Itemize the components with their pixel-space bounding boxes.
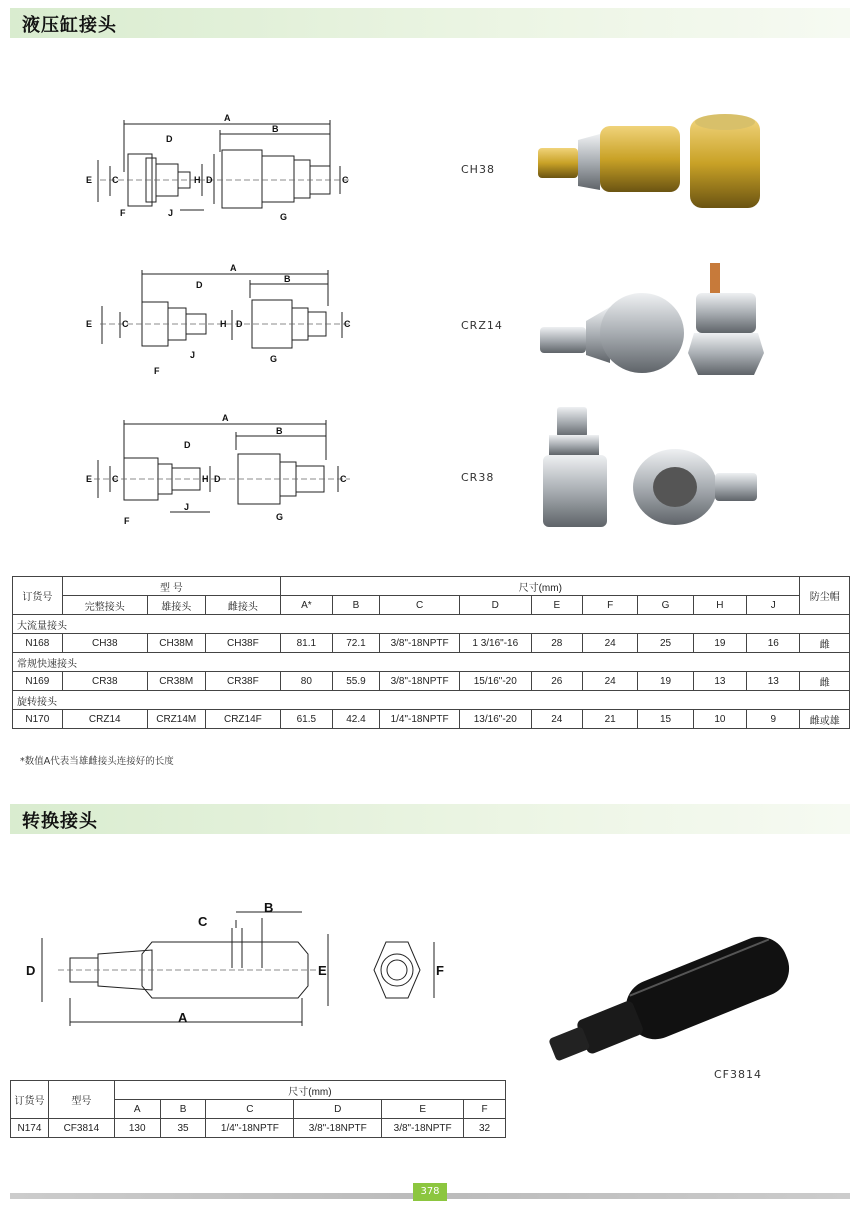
cell: 24 — [531, 710, 582, 729]
cell: 9 — [747, 710, 800, 729]
col-f: F — [583, 596, 638, 615]
dim-label-g: G — [280, 212, 288, 222]
header-model: 型 号 — [62, 577, 280, 596]
cell: 72.1 — [332, 634, 380, 653]
cell: 雌 — [800, 672, 850, 691]
cell: 81.1 — [281, 634, 333, 653]
cell: CF3814 — [48, 1119, 114, 1138]
technical-drawing-crz14 — [80, 262, 370, 377]
dim-label-a: A — [224, 113, 231, 123]
dim-label-c: C — [198, 914, 208, 929]
section-header-band — [10, 804, 850, 834]
dim-label-a: A — [222, 413, 229, 423]
cell: 55.9 — [332, 672, 380, 691]
table-row — [11, 1119, 506, 1138]
cell: 雌或雄 — [800, 710, 850, 729]
dim-label-g: G — [270, 354, 278, 364]
cell: 1/4"-18NPTF — [380, 710, 460, 729]
group-title: 大流量接头 — [13, 615, 850, 634]
cell: N174 — [11, 1119, 49, 1138]
group-title: 旋转接头 — [13, 691, 850, 710]
product-photo-ch38 — [530, 108, 780, 218]
cell: 42.4 — [332, 710, 380, 729]
product-photo-cr38 — [535, 403, 770, 528]
cell: 13 — [747, 672, 800, 691]
cell: CRZ14M — [147, 710, 205, 729]
model-label-ch38: CH38 — [461, 163, 495, 176]
col-h: H — [693, 596, 746, 615]
cell: CR38M — [147, 672, 205, 691]
product-photo-cf3814 — [535, 935, 795, 1070]
cell: N169 — [13, 672, 63, 691]
cell: 15 — [638, 710, 693, 729]
dim-label-h: H — [220, 319, 227, 329]
header-model: 型号 — [48, 1081, 114, 1119]
header-size: 尺寸(mm) — [281, 577, 800, 596]
dim-label-c2: C — [340, 474, 347, 484]
page-number: 378 — [413, 1183, 447, 1201]
cell: CRZ14F — [205, 710, 280, 729]
model-label-crz14: CRZ14 — [461, 319, 503, 332]
dim-label-b: B — [264, 900, 274, 915]
cell: 3/8"-18NPTF — [380, 672, 460, 691]
cell: CH38 — [62, 634, 147, 653]
cell: 19 — [638, 672, 693, 691]
dim-label-c: C — [112, 175, 119, 185]
dim-label-d: D — [26, 963, 36, 978]
dim-label-d: D — [166, 134, 173, 144]
spec-table-2 — [10, 1080, 506, 1138]
spec-table-1 — [12, 576, 850, 729]
dim-label-c: C — [122, 319, 129, 329]
dim-label-d2: D — [214, 474, 221, 484]
dim-label-b: B — [276, 426, 283, 436]
cell: 3/8"-18NPTF — [380, 634, 460, 653]
dim-label-h: H — [202, 474, 209, 484]
dim-label-f: F — [120, 208, 126, 218]
header-dust-cap: 防尘帽 — [800, 577, 850, 615]
dim-label-d: D — [184, 440, 191, 450]
dim-label-d: D — [196, 280, 203, 290]
cell: 19 — [693, 634, 746, 653]
col-e: E — [382, 1100, 464, 1119]
col-c: C — [380, 596, 460, 615]
cell: N170 — [13, 710, 63, 729]
cell: CH38M — [147, 634, 205, 653]
cell: 24 — [583, 672, 638, 691]
cell: 28 — [531, 634, 582, 653]
table-row — [13, 634, 850, 653]
dim-label-e: E — [86, 474, 93, 484]
header-order: 订货号 — [13, 577, 63, 615]
model-label-cf3814: CF3814 — [714, 1068, 763, 1081]
dim-label-f: F — [154, 366, 160, 376]
cell: CR38F — [205, 672, 280, 691]
model-label-cr38: CR38 — [461, 471, 495, 484]
dim-label-d2: D — [206, 175, 213, 185]
dim-label-e: E — [318, 963, 327, 978]
col-j: J — [747, 596, 800, 615]
dim-label-b: B — [272, 124, 279, 134]
header-order: 订货号 — [11, 1081, 49, 1119]
technical-drawing-cr38 — [80, 412, 370, 527]
col-d: D — [294, 1100, 382, 1119]
cell: 21 — [583, 710, 638, 729]
cell: 25 — [638, 634, 693, 653]
cell: 3/8"-18NPTF — [294, 1119, 382, 1138]
header-female: 雌接头 — [205, 596, 280, 615]
col-b: B — [332, 596, 380, 615]
dim-label-a: A — [230, 263, 237, 273]
cell: 16 — [747, 634, 800, 653]
header-full: 完整接头 — [62, 596, 147, 615]
dim-label-j: J — [168, 208, 174, 218]
section-title: 转换接头 — [22, 811, 98, 832]
cell: 10 — [693, 710, 746, 729]
col-f: F — [464, 1100, 506, 1119]
cell: CRZ14 — [62, 710, 147, 729]
cell: 32 — [464, 1119, 506, 1138]
section-header-band — [10, 8, 850, 38]
dim-label-c2: C — [344, 319, 351, 329]
section-title: 液压缸接头 — [22, 15, 117, 36]
cell: 3/8"-18NPTF — [382, 1119, 464, 1138]
technical-drawing-cf3814 — [22, 898, 452, 1028]
dim-label-f: F — [436, 963, 444, 978]
dim-label-f: F — [124, 516, 130, 526]
table-row — [13, 710, 850, 729]
cell: CH38F — [205, 634, 280, 653]
cell: 80 — [281, 672, 333, 691]
col-b: B — [160, 1100, 206, 1119]
cell: 13/16"-20 — [459, 710, 531, 729]
col-g: G — [638, 596, 693, 615]
cell: 26 — [531, 672, 582, 691]
dim-label-j: J — [190, 350, 196, 360]
cell: 13 — [693, 672, 746, 691]
col-d: D — [459, 596, 531, 615]
cell: 61.5 — [281, 710, 333, 729]
cell: 雌 — [800, 634, 850, 653]
product-photo-crz14 — [530, 255, 780, 380]
dim-label-b: B — [284, 274, 291, 284]
dim-label-d2: D — [236, 319, 243, 329]
cell: 15/16"-20 — [459, 672, 531, 691]
dim-label-e: E — [86, 319, 93, 329]
dim-label-c2: C — [342, 175, 349, 185]
dim-label-c: C — [112, 474, 119, 484]
col-a: A* — [281, 596, 333, 615]
cell: N168 — [13, 634, 63, 653]
group-title: 常规快速接头 — [13, 653, 850, 672]
col-a: A — [114, 1100, 160, 1119]
cell: CR38 — [62, 672, 147, 691]
cell: 1/4"-18NPTF — [206, 1119, 294, 1138]
dim-label-e: E — [86, 175, 93, 185]
dim-label-g: G — [276, 512, 284, 522]
col-e: E — [531, 596, 582, 615]
technical-drawing-ch38 — [80, 112, 370, 227]
table-row — [13, 672, 850, 691]
dim-label-a: A — [178, 1010, 188, 1025]
cell: 35 — [160, 1119, 206, 1138]
dim-label-h: H — [194, 175, 201, 185]
cell: 130 — [114, 1119, 160, 1138]
dim-label-j: J — [184, 502, 190, 512]
cell: 1 3/16"-16 — [459, 634, 531, 653]
table-footnote: *数值A代表当雄雌接头连接好的长度 — [20, 756, 174, 767]
header-size: 尺寸(mm) — [114, 1081, 505, 1100]
col-c: C — [206, 1100, 294, 1119]
header-male: 雄接头 — [147, 596, 205, 615]
cell: 24 — [583, 634, 638, 653]
